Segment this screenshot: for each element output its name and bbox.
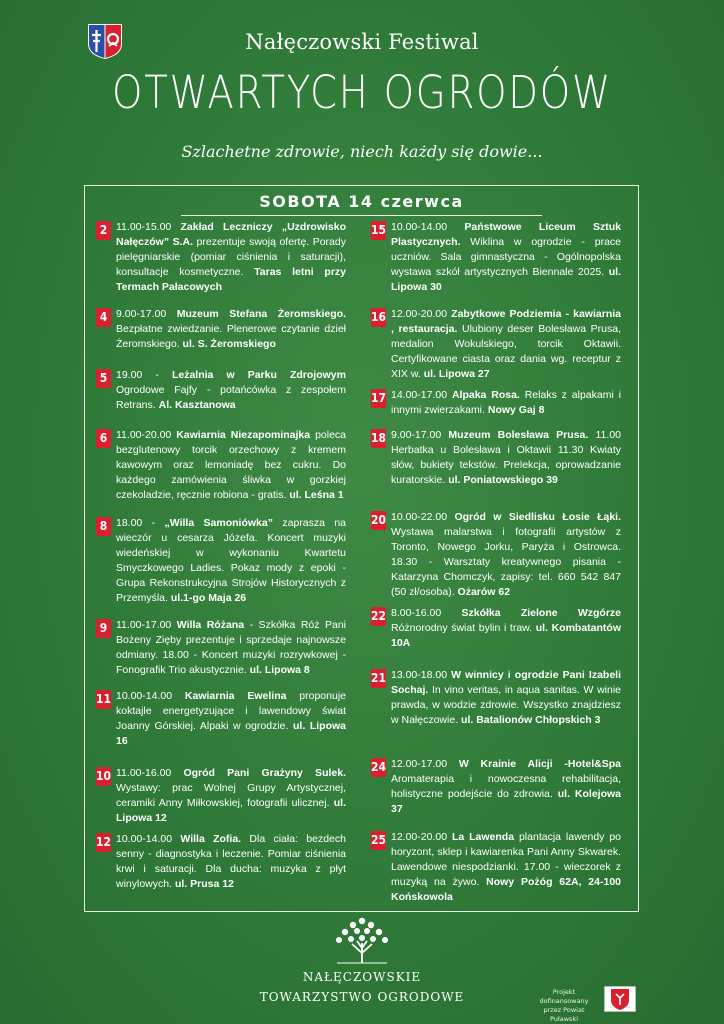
event-time: 10.00-14.00 bbox=[116, 833, 173, 845]
event-address: Al. Kasztanowa bbox=[158, 399, 236, 411]
event-time: 11.00-16.00 bbox=[116, 767, 172, 779]
event-number: 5 bbox=[96, 369, 111, 388]
event-name: Muzeum Bolesława Prusa. bbox=[448, 429, 589, 441]
event-text bbox=[116, 307, 346, 352]
event-text bbox=[391, 428, 621, 488]
event-text bbox=[116, 832, 346, 892]
event-desc: proponuje koktajle energetyzujące i lawendowy świat Joanny Górskiej. Alpaki w ogrodzie. bbox=[116, 690, 347, 732]
event-text bbox=[116, 428, 346, 503]
event-desc: Różnorodny świat bylin i traw. bbox=[391, 622, 533, 634]
event-text bbox=[391, 510, 621, 600]
event-name: Państwowe Liceum Sztuk Plastycznych. bbox=[391, 221, 622, 248]
organizer-line2: TOWARZYSTWO OGRODOWE bbox=[259, 990, 465, 1004]
event-address: ul. S. Żeromskiego bbox=[182, 338, 276, 350]
event-address: ul. Leśna 1 bbox=[289, 489, 344, 501]
event-time: 18.00 - bbox=[116, 517, 156, 529]
event-name: „Willa Samoniówka” bbox=[164, 517, 273, 529]
event-time: 10.00-22.00 bbox=[391, 511, 448, 523]
event-number: 20 bbox=[371, 511, 386, 530]
event-address: ul. Batalionów Chłopskich 3 bbox=[461, 714, 601, 726]
event-text bbox=[391, 668, 621, 728]
page-title: OTWARTYCH OGRODÓW bbox=[112, 66, 612, 119]
organizer-line1: NAŁĘCZOWSKIE bbox=[302, 970, 422, 984]
event-address: Nowy Gaj 8 bbox=[487, 404, 545, 416]
event-name: Zabytkowe Podziemia - kawiarnia , restauracja. bbox=[391, 308, 621, 335]
event-number: 6 bbox=[96, 429, 111, 448]
event-address: ul. Prusa 12 bbox=[174, 878, 234, 890]
event-time: 8.00-16.00 bbox=[391, 607, 442, 619]
event-number: 16 bbox=[371, 308, 386, 327]
event-desc: poleca bezglutenowy torcik orzechowy z kremem kawowym oraz lemoniadę bez cukru. Do każdego zamówienia śliwka w gorzkiej czekoladzie, ręcznie robiona - gratis. bbox=[116, 429, 347, 501]
event-time: 19.00 - bbox=[116, 369, 159, 381]
event-text bbox=[116, 766, 346, 826]
event-text bbox=[391, 307, 621, 382]
event-name: Willa Różana bbox=[176, 619, 245, 631]
event-name: W winnicy i ogrodzie Pani Izabeli Sochaj. bbox=[391, 669, 621, 696]
event-number: 18 bbox=[371, 429, 386, 448]
event-desc: Wystawy: prac Wolnej Grupy Artystycznej, ceramiki Anny Miłkowskiej, fotografii ulicznej. bbox=[116, 782, 346, 809]
event-desc: Ogrodowe Fajfy - potańcówka z zespołem Retrans. bbox=[116, 384, 346, 411]
event-number: 4 bbox=[96, 308, 111, 327]
event-address: ul. Kombatantów 10A bbox=[391, 622, 621, 649]
event-desc: Bezpłatne zwiedzanie. Plenerowe czytanie dzieł Żeromskiego. bbox=[116, 323, 346, 350]
event-name: Ogród w Siedlisku Łosie Łąki. bbox=[454, 511, 621, 523]
event-address: Ożarów 62 bbox=[457, 586, 511, 598]
event-number: 8 bbox=[96, 517, 111, 536]
event-address: ul. Lipowa 30 bbox=[391, 266, 621, 293]
event-number: 15 bbox=[371, 221, 386, 240]
event-number: 2 bbox=[96, 221, 111, 240]
event-text bbox=[391, 388, 621, 418]
festival-subtitle: Nałęczowski Festiwal bbox=[245, 30, 479, 54]
event-time: 9.00-17.00 bbox=[391, 429, 442, 441]
event-desc: plantacja lawendy po horyzont, sklep i kawiarenka Pani Anny Skwarek. Lawendowe niespodzianki. 17.00 - wieczorek z muzyką na żywo. bbox=[391, 831, 621, 888]
event-time: 11.00-17.00 bbox=[116, 619, 172, 631]
event-address: ul. Lipowa 27 bbox=[423, 368, 490, 380]
event-address: ul. Poniatowskiego 39 bbox=[448, 474, 558, 486]
event-number: 21 bbox=[371, 669, 386, 688]
event-time: 11.00-20.00 bbox=[116, 429, 172, 441]
event-time: 10.00-14.00 bbox=[116, 690, 173, 702]
event-name: Zakład Leczniczy „Uzdrowisko Nałęczów” S.A. bbox=[116, 221, 346, 248]
event-address: ul.1-go Maja 26 bbox=[170, 592, 247, 604]
event-name: Ogród Pani Grażyny Sulek. bbox=[183, 767, 346, 779]
event-text bbox=[116, 689, 346, 749]
funding-line1: Projekt dofinansowany bbox=[539, 988, 589, 1005]
event-number: 9 bbox=[96, 619, 111, 638]
event-text bbox=[116, 368, 346, 413]
event-time: 10.00-14.00 bbox=[391, 221, 448, 233]
event-number: 17 bbox=[371, 389, 386, 408]
event-name: W Krainie Alicji -Hotel&Spa bbox=[458, 758, 622, 770]
funding-note bbox=[531, 988, 597, 1024]
event-time: 12.00-20.00 bbox=[391, 308, 448, 320]
event-desc: 11.00 Herbatka u Bolesława i Oktawii 11.30 Kwiaty słów, bukiety tekstów. Prelekcja, oprowadzanie kuratorskie. bbox=[391, 429, 621, 486]
tree-logo-icon bbox=[322, 915, 402, 965]
event-time: 13.00-18.00 bbox=[391, 669, 448, 681]
event-text bbox=[391, 757, 621, 817]
funding-line2: przez Powiat Puławski bbox=[543, 1006, 585, 1023]
event-desc: zaprasza na wieczór u cesarza Józefa. Koncert muzyki wiedeńskiej w wykonaniu Kwartetu Smyczkowego Ladies. Pokaz mody z epoki - Grupa Rekonstrukcyjna Strojów Historycznych z Przemyśla. bbox=[116, 517, 347, 604]
event-address: ul. Lipowa 12 bbox=[116, 797, 346, 824]
event-time: 9.00-17.00 bbox=[116, 308, 167, 320]
tagline: Szlachetne zdrowie, niech każdy się dowie... bbox=[181, 142, 543, 161]
day-divider bbox=[181, 215, 542, 216]
event-number: 12 bbox=[96, 833, 111, 852]
event-name: Alpaka Rosa. bbox=[451, 389, 520, 401]
event-time: 11.00-15.00 bbox=[116, 221, 172, 233]
event-time: 14.00-17.00 bbox=[391, 389, 448, 401]
event-name: Leżalnia w Parku Zdrojowym bbox=[171, 369, 346, 381]
event-name: Szkółka Zielone Wzgórze bbox=[461, 607, 622, 619]
event-time: 12.00-20.00 bbox=[391, 831, 448, 843]
day-heading: SOBOTA 14 czerwca bbox=[259, 192, 464, 211]
event-address: Nowy Pożóg 62A, 24-100 Końskowola bbox=[391, 876, 622, 903]
event-name: Willa Zofia. bbox=[180, 833, 242, 845]
event-desc: - Szkółka Róż Pani Bożeny Zięby prezentuje i sprzedaje najnowsze odmiany. 18.00 - Koncert muzyki rozrywkowej - Fonografik Trio akustycznie. bbox=[116, 619, 347, 676]
event-number: 11 bbox=[96, 690, 111, 709]
event-text bbox=[116, 516, 346, 606]
event-desc: Relaks z alpakami i innymi zwierzakami. bbox=[391, 389, 622, 416]
event-desc: In vino veritas, in aqua sanitas. W winie prawda, w wodzie zdrowie. Wszystko znajdziesz w Nałęczowie. bbox=[391, 684, 621, 726]
event-desc: prezentuje swoją ofertę. Porady pielęgniarskie (pomiar ciśnienia i saturacji), konsultacje kosmetyczne. bbox=[116, 236, 346, 278]
event-desc: Dla ciała: bezdech senny - diagnostyka i leczenie. Pomiar ciśnienia krwi i saturacji. Dla ducha: muzyka z płyt winylowych. bbox=[116, 833, 346, 890]
event-text bbox=[391, 606, 621, 651]
event-address: ul. Lipowa 16 bbox=[116, 720, 346, 747]
event-text bbox=[116, 220, 346, 295]
event-name: Kawiarnia Niezapominajka bbox=[176, 429, 311, 441]
event-text bbox=[391, 830, 621, 905]
event-desc: Aromaterapia i nowoczesna rehabilitacja, holistyczne podejście do zdrowia. bbox=[391, 773, 621, 800]
event-address: Taras letni przy Termach Pałacowych bbox=[116, 266, 346, 293]
event-desc: Ulubiony deser Bolesława Prusa, medalion Wokulskiego, torcik Oktawii. Certyfikowane ciasta oraz dania wg. receptur z XIX w. bbox=[391, 323, 621, 380]
event-desc: Wiklina w ogrodzie - prace uczniów. Sala gimnastyczna - Ogólnopolska wystawa szkół artystycznych Biennale 2025. bbox=[391, 236, 621, 278]
event-text bbox=[391, 220, 621, 295]
schedule-box bbox=[84, 185, 639, 912]
event-number: 10 bbox=[96, 767, 111, 786]
event-name: Muzeum Stefana Żeromskiego. bbox=[176, 308, 346, 320]
event-number: 22 bbox=[371, 607, 386, 626]
event-number: 25 bbox=[371, 831, 386, 850]
event-address: ul. Kolejowa 37 bbox=[391, 788, 622, 815]
event-time: 12.00-17.00 bbox=[391, 758, 448, 770]
event-address: ul. Lipowa 8 bbox=[249, 664, 310, 676]
event-number: 24 bbox=[371, 758, 386, 777]
county-crest-icon bbox=[604, 986, 636, 1012]
event-name: La Lawenda bbox=[451, 831, 515, 843]
event-desc: Wystawa malarstwa i fotografii artystów z Toronto, Nowego Jorku, Paryża i Ostrowca. 18.30 - Warsztaty kreatywnego pisania - Katarzyna Chomczyk, zapisy: tel. 660 542 847 (50 zł/osoba). bbox=[391, 526, 621, 598]
event-name: Kawiarnia Ewelina bbox=[184, 690, 287, 702]
event-text bbox=[116, 618, 346, 678]
